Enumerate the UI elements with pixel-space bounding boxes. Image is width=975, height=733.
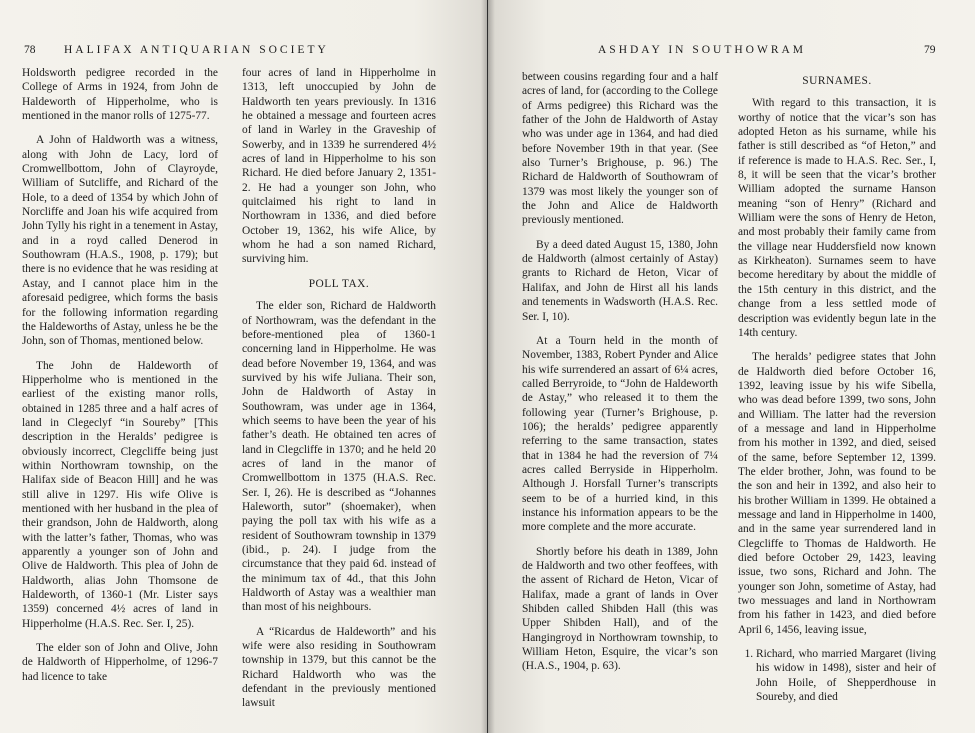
book-spine xyxy=(481,0,495,733)
section-heading: POLL TAX. xyxy=(308,277,370,290)
right-column-2 xyxy=(738,74,936,704)
paragraph: With regard to this transaction, it is worthy of notice that the vicar’s son has adopted Heton as his surname, while his father is still described as “of Heton,” and if reference is made to H.A.S. Rec. Ser., I, 8, it will be seen that the vicar’s brother William adopted the surname Hanson meaning “son of Henry” (Richard and William were the sons of Henry de Heton, and most probably their family came from the village near Huddersfield now known as Kirkheaton). Surnames seem to have become hereditary by about the middle of the 15th century in this district, and the change from a less settled mode of description was evidently begun late in the 14th century. xyxy=(738,97,936,339)
paragraph: between cousins regarding four and a half acres of land, for (according to the College of Arms pedigree) this Richard was the father of the John de Haldworth of Astay who was under age in 1364, and had died before November 19th in that year. (See also Turner’s Brighouse, p. 96.) The Richard de Haldworth of Southowram of 1379 was most likely the younger son of the John and Alice de Haldworth previously mentioned. xyxy=(522,71,718,227)
section-heading: SURNAMES. xyxy=(802,75,872,87)
paragraph: Shortly before his death in 1389, John de Haldworth and two other feoffees, with the assent of Richard de Heton, Vicar of Halifax, made a grant of lands in Over Shibden called Shibden Hall (this was Upper Shibden Hall), and of the Hangingroyd in Northowram township, to William Heton, Esquire, the vicar’s son (H.A.S., 1904, p. 63). xyxy=(522,545,718,673)
paragraph: The elder son, Richard de Haldworth of Northowram, was the defendant in the before-mentioned plea of 1360-1 concerning land in Hipperholme. He was dead before November 19, 1364, and was survived by his wife Juliana. Their son, John de Haldworth of Astay in Southowram, was under age in 1364, which seems to have been the year of his father’s death. He obtained ten acres of land in Clegcliffe in 1370; and he held 20 acres of land in the manor of Cromwellbottom in 1375 (H.A.S. Rec. Ser. I, 26). He is described as “Johannes Haleworth, sutor” (shoemaker), when paying the poll tax with his wife as a resident of Southowram township in 1379 (ibid., p. 24). I judge from the circumstance that they paid 6d. instead of the minimum tax of 4d., that this John Haldworth of Astay was a wealthier man than most of his neighbours. xyxy=(242,300,436,614)
paragraph: Holdsworth pedigree recorded in the College of Arms in 1924, from John de Haldeworth of Hipperholme, who is mentioned in the manor rolls of 1275-77. xyxy=(22,67,218,123)
left-page xyxy=(0,0,487,733)
left-column-1 xyxy=(22,66,218,694)
right-page xyxy=(488,0,975,733)
page-number: 79 xyxy=(924,44,936,56)
paragraph: The John de Haldeworth of Hipperholme who is mentioned in the earliest of the existing manor rolls, obtained in 1285 three and a half acres of land in Clegeclyf “in Soureby” [This description in the Heralds’ pedigree is obviously incorrect, Clegcliffe being just within Northowram township, on the Halifax side of Beacon Hill] and he was still alive in 1297. His wife Olive is mentioned with her husband in the plea of their grandson, John de Haldworth, along with the latter’s father, Thomas, who was apparently a younger son of John and Olive de Haldworth. This plea of John de Haldworth, alias John Thomsone de Haldeworth, of 1360-1 (Mr. Lister says 1359) concerned 4½ acres of land in Hipperholme (H.A.S. Rec. Ser. I, 25). xyxy=(22,359,218,630)
paragraph: four acres of land in Hipperholme in 1313, left unoccupied by John de Haldworth ten years previously. In 1316 he obtained a message and fourteen acres of land in Warley in the Graveship of Sowerby, and in 1339 he surrendered 4½ acres of land in Hipperholme to his son Richard. He died before January 2, 1351-2. He had a younger son John, who quitclaimed his right to land in Northowram in 1336, and died before October 19, 1362, his wife Alice, by whom he had a son named Richard, surviving him. xyxy=(242,67,436,266)
paragraph: A “Ricardus de Haldeworth” and his wife were also residing in Southowram township in 1379, but this cannot be the Richard Haldworth who was the defendant in the previously mentioned lawsuit xyxy=(242,625,436,710)
running-head: HALIFAX ANTIQUARIAN SOCIETY xyxy=(64,44,329,56)
paragraph: At a Tourn held in the month of November, 1383, Robert Pynder and Alice his wife surrendered an assart of 6¼ acres, called Berryroide, to “John de Haldeworth de Astay,” who released it to them the following year (Turner’s Brighouse, p. 106); the heralds’ pedigree apparently referring to the same transaction, states that in 1384 he had the reversion of 7¼ acres called Berryside in Hipperholm. Although J. Horsfall Turner’s transcripts seem to be of a hurried kind, in this instance his information appears to be the more complete and the more accurate. xyxy=(522,334,718,534)
numbered-list xyxy=(738,647,936,704)
paragraph: A John of Haldworth was a witness, along with John de Lacy, lord of Cromwellbottom, John of Clayroyde, William of Sutcliffe, and Richard of the Hole, to a deed of 1354 by which John of Norcliffe and Joan his wife acquired from John Tylly his right in a tenement in Astay, and in a royd called Denerod in Southowram (H.A.S., 1908, p. 179); but there is no evidence that he was residing at Astay, and I cannot place him in the aforesaid pedigree, which forms the basis for the following information regarding the Haldeworths of Astay, unless he be the John, son of Thomas, mentioned below. xyxy=(22,134,218,348)
page-number: 78 xyxy=(24,44,36,56)
right-column-1 xyxy=(522,70,718,684)
list-item: 1. Richard, who married Margaret (living his widow in 1498), sister and heir of John Hoile, of Shepperdhouse in Soureby, and died xyxy=(756,647,936,704)
left-column-2 xyxy=(242,66,436,721)
paragraph: The elder son of John and Olive, John de Haldworth of Hipperholme, of 1296-7 had licence to take xyxy=(22,642,218,683)
paragraph: The heralds’ pedigree states that John de Haldworth died before October 16, 1392, leaving issue by his wife Sibella, who was dead before 1399, two sons, John and William. The latter had the reversion of a message and land in Hipperholme from his mother in 1392, and died, seised of the same, before September 12, 1399. The elder brother, John, was found to be the son and heir in 1392, and also heir to his brother William in 1399. He obtained a message and land in Hipperholme in 1400, and in the same year surrendered land in Clegcliffe to Thomas de Haldworth. He died before October 29, 1423, leaving issue, two sons, Richard and John. The younger son John, sometime of Astay, had two messuages and land in Northowram from his father in 1423, and died before April 6, 1456, leaving issue, xyxy=(738,351,936,636)
paragraph: By a deed dated August 15, 1380, John de Haldworth (almost certainly of Astay) grants to Richard de Heton, Vicar of Halifax, and John de Hirst all his lands and tenements in Wadsworth (H.A.S. Rec. Ser. I, 10). xyxy=(522,238,718,323)
running-head: ASHDAY IN SOUTHOWRAM xyxy=(598,44,807,56)
